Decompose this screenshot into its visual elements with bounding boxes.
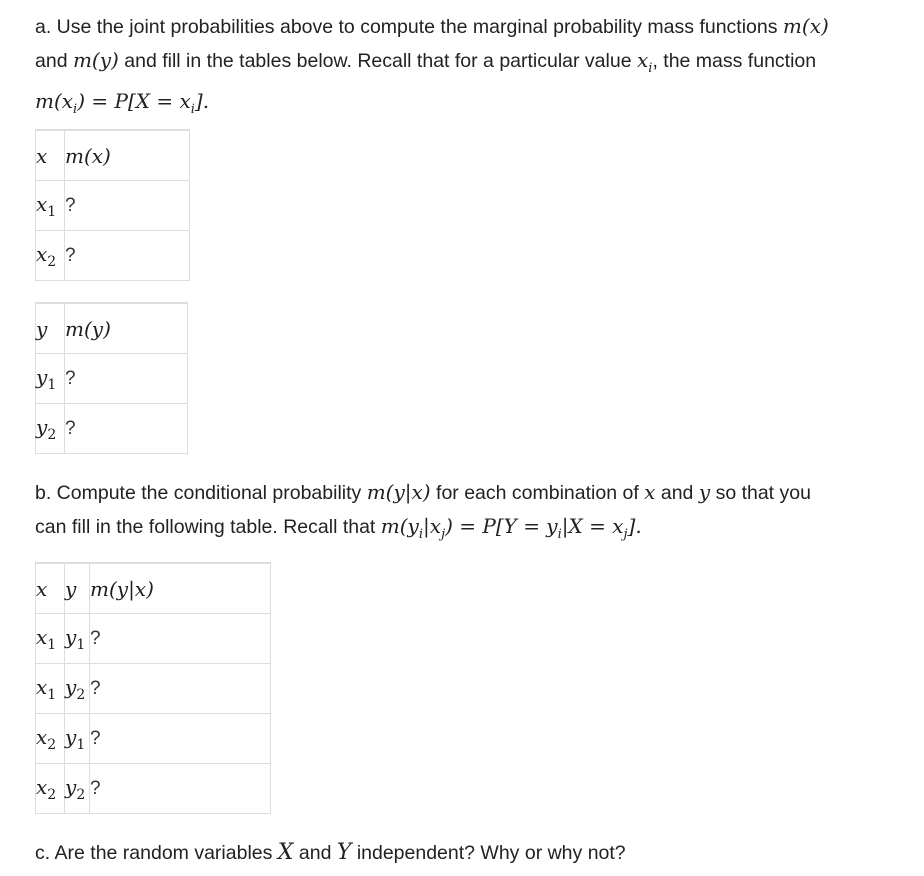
part-b-x: x	[644, 480, 656, 504]
row-var: $x_2$	[36, 231, 65, 281]
part-c-Y: Y	[336, 840, 352, 865]
header-x: x	[36, 563, 65, 614]
marginal-x-table	[35, 129, 190, 281]
part-b-myx: m(y|x)	[366, 480, 431, 504]
part-b-and: and	[660, 482, 694, 504]
row-x: $x_2$	[36, 764, 65, 814]
answer-cell[interactable]: ?	[65, 354, 188, 404]
part-c-text-2: independent? Why or why not?	[356, 842, 626, 864]
answer-cell[interactable]: ?	[65, 231, 190, 281]
row-y: $y_2$	[65, 664, 90, 714]
part-a-text-4: , the mass function	[652, 50, 817, 72]
header-myx: m(y|x)	[90, 563, 271, 614]
part-b-question	[35, 476, 915, 551]
header-mx: m(x)	[65, 130, 190, 181]
answer-cell[interactable]: ?	[65, 181, 190, 231]
row-var: $y_2$	[36, 404, 65, 454]
table-row	[36, 181, 190, 231]
header-my: m(y)	[65, 303, 188, 354]
answer-cell[interactable]: ?	[90, 764, 271, 814]
table-header-row	[36, 563, 271, 614]
table-row	[36, 664, 271, 714]
part-c-and: and	[298, 842, 332, 864]
part-b-text-4: can fill in the following table. Recall that	[35, 516, 376, 538]
table-header-row	[36, 303, 188, 354]
part-a-text-2: and	[35, 50, 68, 72]
part-c-text-1: c. Are the random variables	[35, 842, 273, 864]
row-y: $y_1$	[65, 714, 90, 764]
row-var: $y_1$	[36, 354, 65, 404]
answer-cell[interactable]: ?	[90, 664, 271, 714]
part-a-my: m(y)	[72, 48, 119, 72]
table-row	[36, 614, 271, 664]
part-a-text-1: a. Use the joint probabilities above to compute the marginal probability mass functions	[35, 16, 778, 38]
table-header-row	[36, 130, 190, 181]
part-b-text-2: for each combination of	[436, 482, 639, 504]
row-y: $y_2$	[65, 764, 90, 814]
part-b-formula: $m(y_i|x_j) = P[Y = y_i|X = x_j]$.	[380, 514, 642, 542]
part-b-text-1: b. Compute the conditional probability	[35, 482, 362, 504]
conditional-table	[35, 562, 271, 814]
answer-cell[interactable]: ?	[90, 614, 271, 664]
header-x: x	[36, 130, 65, 181]
row-x: $x_1$	[36, 664, 65, 714]
row-var: $x_1$	[36, 181, 65, 231]
part-c-question	[35, 836, 915, 870]
header-y: y	[65, 563, 90, 614]
part-b-y: y	[698, 480, 711, 504]
marginal-y-table	[35, 302, 188, 454]
part-a-mx: m(x)	[782, 14, 829, 38]
header-y: y	[36, 303, 65, 354]
part-a-xi: $x_i$	[636, 48, 653, 76]
answer-cell[interactable]: ?	[90, 714, 271, 764]
part-c-X: X	[277, 840, 294, 865]
part-a-formula: $m(x_i) = P[X = x_i]$.	[35, 89, 210, 117]
table-row	[36, 354, 188, 404]
row-x: $x_2$	[36, 714, 65, 764]
table-row	[36, 404, 188, 454]
part-a-question	[35, 10, 915, 126]
row-y: $y_1$	[65, 614, 90, 664]
table-row	[36, 714, 271, 764]
row-x: $x_1$	[36, 614, 65, 664]
part-b-text-3: so that you	[715, 482, 811, 504]
part-a-text-3: and fill in the tables below. Recall that for a particular value	[124, 50, 632, 72]
table-row	[36, 764, 271, 814]
table-row	[36, 231, 190, 281]
answer-cell[interactable]: ?	[65, 404, 188, 454]
